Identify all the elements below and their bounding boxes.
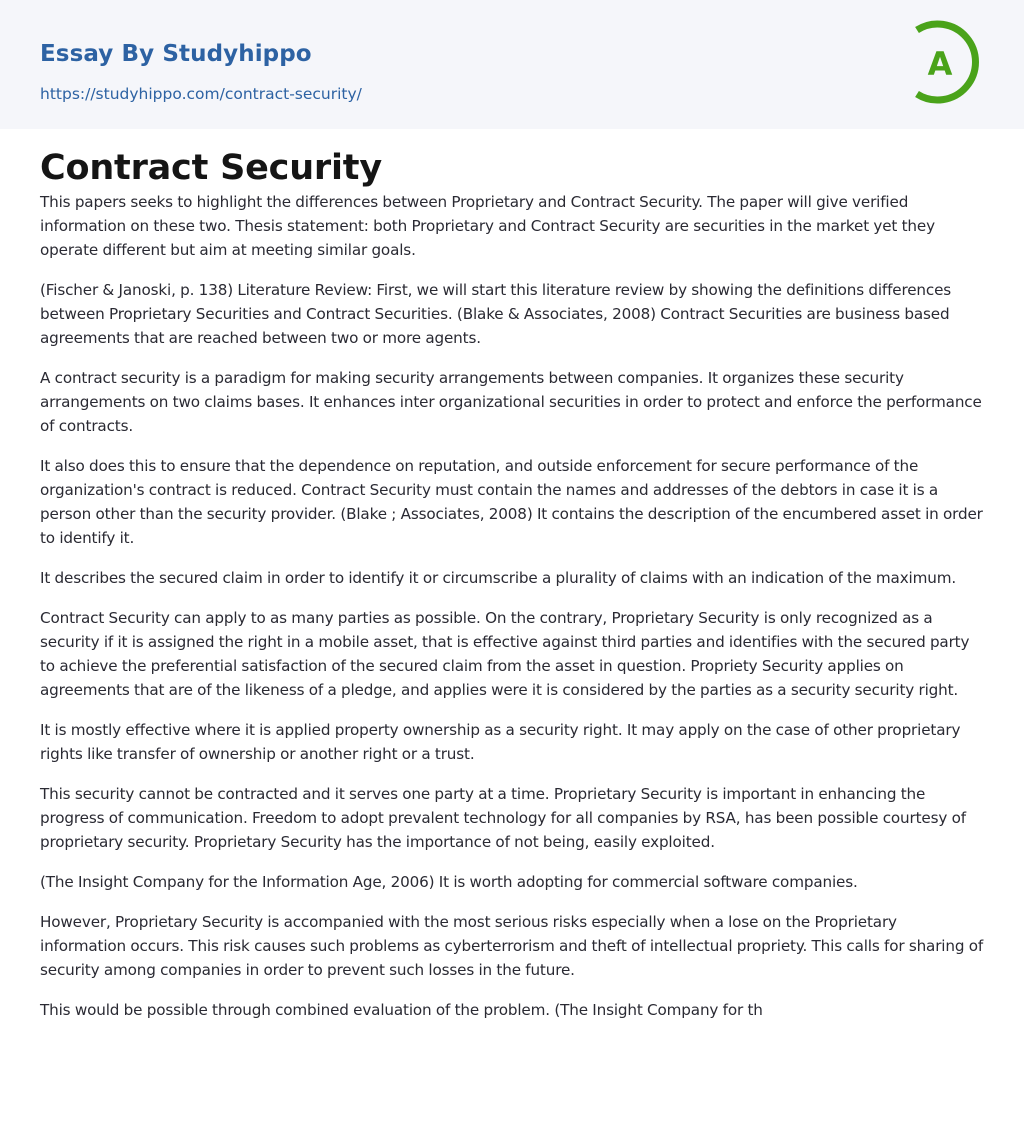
essay-paragraph: Contract Security can apply to as many parties as possible. On the contrary, Proprietary Security is only recognized as a security if it is assigned the right in a mobile asset, that is effective against third parties and identifies with the secured party to achieve the preferential satisfaction of the secured claim from the asset in question. Propriety Security applies on agreements that are of the likeness of a pledge, and applies were it is considered by the parties as a security security right. bbox=[40, 609, 970, 699]
site-header bbox=[0, 0, 1024, 129]
page-title: Contract Security bbox=[40, 148, 382, 188]
essay-paragraph-truncated: This would be possible through combined evaluation of the problem. (The Insight Company for th bbox=[40, 1001, 763, 1019]
brand-title: Essay By Studyhippo bbox=[40, 41, 312, 67]
essay-content bbox=[0, 147, 1024, 1022]
essay-paragraph: It describes the secured claim in order to identify it or circumscribe a plurality of claims with an indication of the maximum. bbox=[40, 569, 957, 587]
svg-text:A: A bbox=[927, 45, 953, 83]
circle-a-logo-icon[interactable] bbox=[912, 18, 988, 106]
essay-paragraph: It is mostly effective where it is applied property ownership as a security right. It may apply on the case of other proprietary rights like transfer of ownership or another right or a trust. bbox=[40, 721, 961, 763]
essay-paragraph: This security cannot be contracted and it serves one party at a time. Proprietary Security is important in enhancing the progress of communication. Freedom to adopt prevalent technology for all companies by RSA, has been possible courtesy of proprietary security. Proprietary Security has the importance of not being, easily exploited. bbox=[40, 785, 966, 851]
essay-url-link[interactable]: https://studyhippo.com/contract-security/ bbox=[40, 85, 362, 103]
essay-paragraph: (The Insight Company for the Information Age, 2006) It is worth adopting for commercial software companies. bbox=[40, 873, 858, 891]
essay-paragraph: (Fischer & Janoski, p. 138) Literature Review: First, we will start this literature review by showing the definitions differences between Proprietary Securities and Contract Securities. (Blake & Associates, 2008) Contract Securities are business based agreements that are reached between two or more agents. bbox=[40, 281, 952, 347]
essay-body bbox=[40, 190, 984, 1022]
essay-paragraph: However, Proprietary Security is accompanied with the most serious risks especially when a lose on the Proprietary information occurs. This risk causes such problems as cyberterrorism and theft of intellectual propriety. This calls for sharing of security among companies in order to prevent such losses in the future. bbox=[40, 913, 984, 979]
essay-paragraph: A contract security is a paradigm for making security arrangements between companies. It organizes these security arrangements on two claims bases. It enhances inter organizational securities in order to protect and enforce the performance of contracts. bbox=[40, 369, 982, 435]
essay-paragraph: This papers seeks to highlight the differences between Proprietary and Contract Security. The paper will give verified information on these two. Thesis statement: both Proprietary and Contract Security are securities in the market yet they operate different but aim at meeting similar goals. bbox=[40, 193, 935, 259]
essay-paragraph: It also does this to ensure that the dependence on reputation, and outside enforcement for secure performance of the organization's contract is reduced. Contract Security must contain the names and addresses of the debtors in case it is a person other than the security provider. (Blake ; Associates, 2008) It contains the description of the encumbered asset in order to identify it. bbox=[40, 457, 983, 547]
